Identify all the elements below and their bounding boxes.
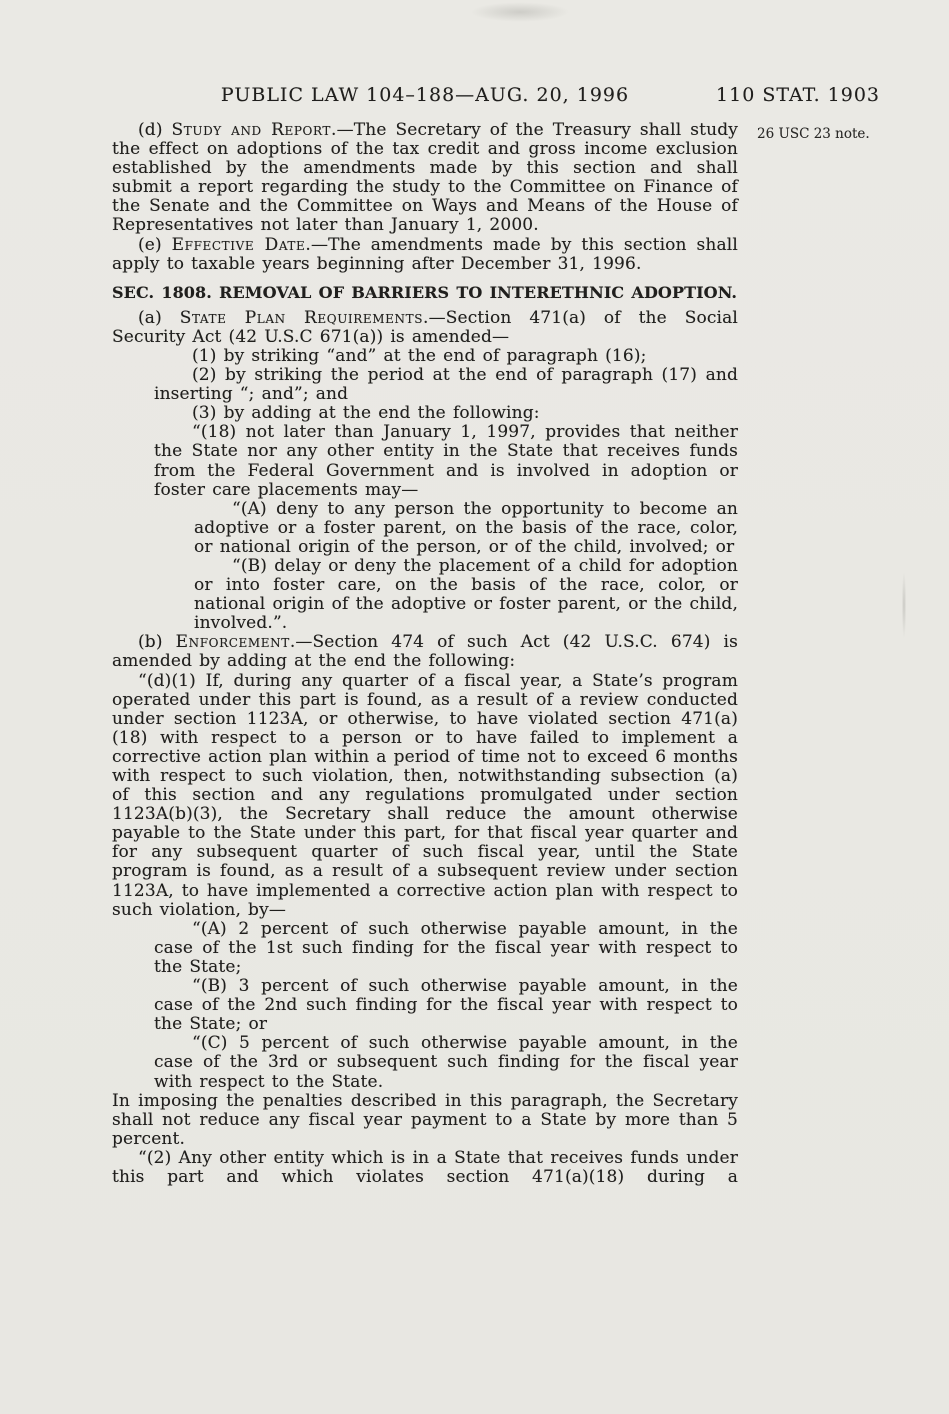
text-run: .—The amendments made by this section shall apply to taxable years beginning after December 31, 1996. xyxy=(112,234,738,274)
statute-paragraph xyxy=(154,977,738,1034)
small-caps-run: Enforcement xyxy=(175,632,290,653)
statute-paragraph xyxy=(112,236,738,274)
statute-paragraph xyxy=(112,121,738,236)
small-caps-run: Effective Date xyxy=(171,234,306,255)
text-run: “(B) delay or deny the placement of a child for adoption or into foster care, on the basis of the race, color, or national origin of the adoptive or foster parent, or the child, involved.”. xyxy=(194,555,738,634)
statute-paragraph xyxy=(194,557,738,633)
text-run: .—Section 471(a) of the Social Security Act (42 U.S.C 671(a)) is amended— xyxy=(112,307,739,347)
text-run: (a) xyxy=(138,307,180,328)
text-run: In imposing the penalties described in this paragraph, the Secretary shall not reduce any fiscal year payment to a State by more than 5 percent. xyxy=(112,1090,738,1149)
statute-paragraph xyxy=(154,347,738,366)
statute-paragraph xyxy=(154,920,738,977)
text-run: .—Section 474 of such Act (42 U.S.C. 674) is amended by adding at the end the following: xyxy=(112,632,738,672)
statute-text-column xyxy=(112,121,738,1187)
small-caps-run: State Plan Requirements xyxy=(179,307,424,328)
text-run: “(A) 2 percent of such otherwise payable amount, in the case of the 1st such finding for the fiscal year with respect to the State; xyxy=(154,918,738,977)
text-run: “(B) 3 percent of such otherwise payable amount, in the case of the 2nd such finding for the fiscal year with respect to the State; or xyxy=(154,976,738,1035)
text-run: (b) xyxy=(138,632,176,653)
statute-paragraph xyxy=(112,1092,738,1149)
statute-paragraph xyxy=(194,500,738,557)
text-run: SEC. 1808. REMOVAL OF BARRIERS TO INTERETHNIC ADOPTION. xyxy=(112,282,738,302)
running-head-law-title: PUBLIC LAW 104–188—AUG. 20, 1996 xyxy=(220,84,630,106)
text-run: .—The Secretary of the Treasury shall study the effect on adoptions of the tax credit and gross income exclusion established by the amendments made by this section and shall submit a report regarding the study to the Committee on Finance of the Senate and the Committee on Ways and Means of the House of Representatives not later than January 1, 2000. xyxy=(112,120,738,236)
statute-paragraph xyxy=(112,672,738,920)
statute-paragraph xyxy=(154,404,738,423)
text-run: “(d)(1) If, during any quarter of a fiscal year, a State’s program operated under this part is found, as a result of a review conducted under section 1123A, or otherwise, to have violated section 471(a)(18) with respect to a person or to have failed to implement a corrective action plan within a period of time not to exceed 6 months with respect to such violation, then, notwithstanding subsection (a) of this section and any regulations promulgated under section 1123A(b)(3), the Secretary shall reduce the amount otherwise payable to the State under this part, for that fiscal year quarter and for any subsequent quarter of such fiscal year, until the State program is found, as a result of a subsequent review under section 1123A, to have implemented a corrective action plan with respect to such violation, by— xyxy=(112,670,738,920)
statute-paragraph xyxy=(154,423,738,499)
statute-paragraph xyxy=(154,1034,738,1091)
statute-paragraph xyxy=(112,1149,738,1187)
margin-note-usc-citation: 26 USC 23 note. xyxy=(757,126,870,142)
statute-paragraph xyxy=(112,633,738,671)
small-caps-run: Study and Report xyxy=(171,120,332,140)
running-head-stat-page-number: 110 STAT. 1903 xyxy=(716,84,880,106)
text-run: (1) by striking “and” at the end of paragraph (16); xyxy=(192,345,647,366)
text-run: (3) by adding at the end the following: xyxy=(192,403,540,424)
text-run: “(C) 5 percent of such otherwise payable amount, in the case of the 3rd or subsequent such finding for the fiscal year with respect to the State. xyxy=(154,1033,738,1092)
statute-paragraph xyxy=(154,366,738,404)
text-run: “(2) Any other entity which is in a State that receives funds under this part and which violates section 471(a)(18) during a xyxy=(112,1147,738,1187)
section-heading xyxy=(112,284,738,302)
text-run: (2) by striking the period at the end of paragraph (17) and inserting “; and”; and xyxy=(154,365,738,405)
text-run: “(A) deny to any person the opportunity to become an adoptive or a foster parent, on the basis of the race, color, or national origin of the person, or of the child, involved; or xyxy=(194,498,738,557)
text-run: (d) xyxy=(138,120,172,140)
statute-paragraph xyxy=(112,309,738,347)
text-run: “(18) not later than January 1, 1997, provides that neither the State nor any other entity in the State that receives funds from the Federal Government and is involved in adoption or foster care placements may— xyxy=(154,422,738,500)
text-run: (e) xyxy=(138,234,172,255)
